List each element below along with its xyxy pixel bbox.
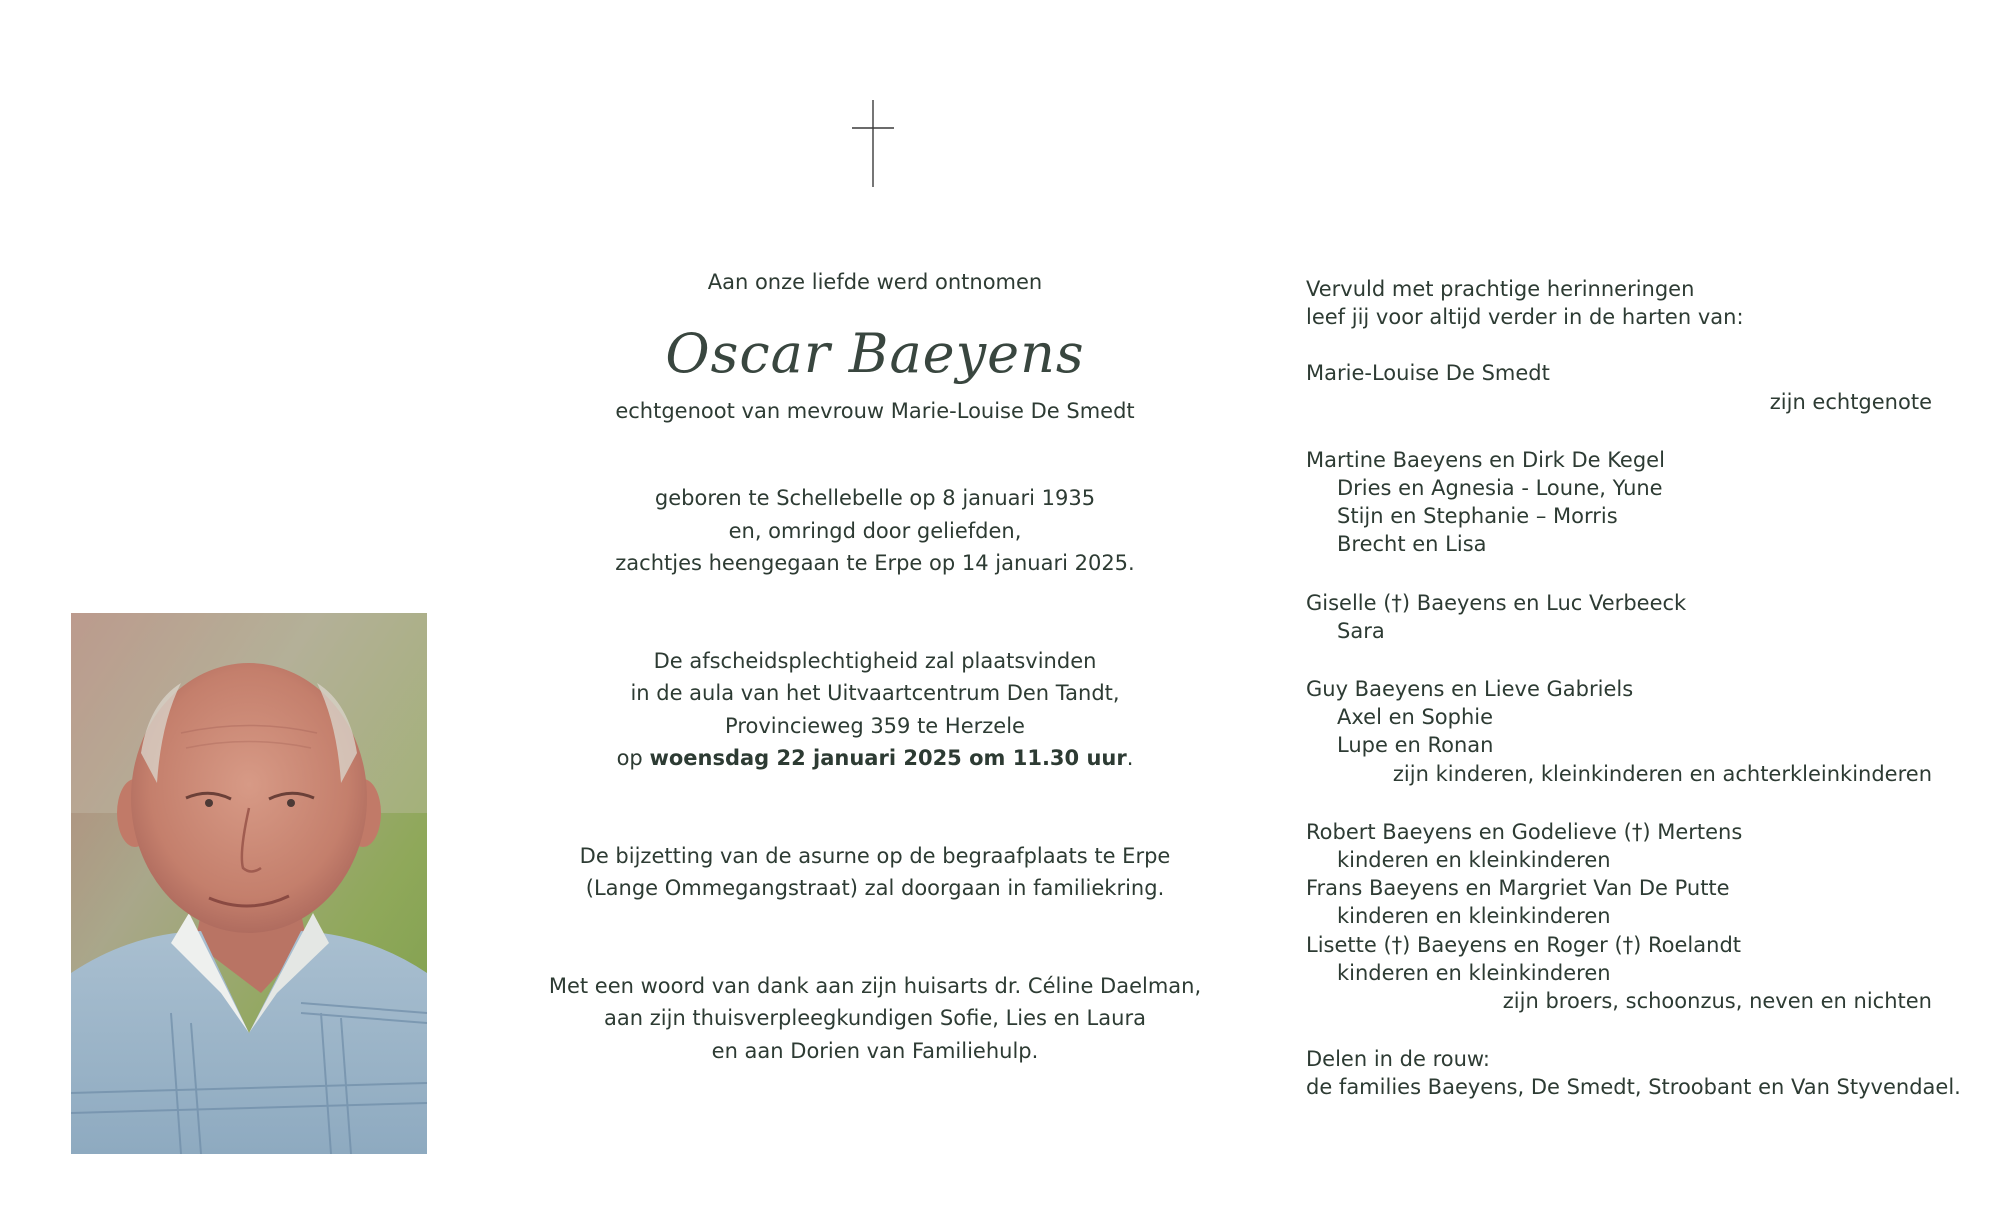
family-column [1306, 275, 1961, 1102]
thanks-block [540, 970, 1210, 1068]
mourning-label: Delen in de rouw: [1306, 1047, 1491, 1072]
spouse-line: echtgenoot van mevrouw Marie-Louise De Smedt [615, 398, 1135, 423]
ceremony-address: Provincieweg 359 te Herzele [725, 713, 1025, 738]
ceremony-date-bold: woensdag 22 januari 2025 om 11.30 uur [649, 746, 1127, 770]
ceremony-block [540, 645, 1210, 775]
portrait-photo [71, 613, 427, 1154]
siblings-relation: zijn broers, schoonzus, neven en nichten [1502, 989, 1932, 1014]
burial-line-2: (Lange Ommegangstraat) zal doorgaan in familiekring. [585, 876, 1165, 900]
ceremony-date [540, 742, 1210, 775]
ceremony-location: in de aula van het Uitvaartcentrum Den Tandt, [630, 681, 1120, 705]
intro-text: Aan onze liefde werd ontnomen [707, 270, 1043, 294]
grandchild-line: Sara [1337, 618, 1385, 643]
announcement-column [540, 266, 1210, 1067]
birth-death-block [540, 482, 1210, 580]
sibling-family-1: Robert Baeyens en Godelieve (†) Mertens [1306, 819, 1743, 844]
burial-line-1: De bijzetting van de asurne op de begraafplaats te Erpe [579, 843, 1171, 868]
birth-line: geboren te Schellebelle op 8 januari 1935 [654, 486, 1096, 510]
grandchild-line: Dries en Agnesia - Loune, Yune [1337, 476, 1663, 501]
child-family-3: Guy Baeyens en Lieve Gabriels [1306, 677, 1634, 702]
grandchild-line: Axel en Sophie [1337, 705, 1494, 730]
child-family-1: Martine Baeyens en Dirk De Kegel [1306, 447, 1665, 472]
thanks-line-3: en aan Dorien van Familiehulp. [711, 1038, 1039, 1063]
child-family-2: Giselle (†) Baeyens en Luc Verbeeck [1306, 590, 1687, 615]
cross-icon [852, 100, 894, 187]
sibling-family-2: Frans Baeyens en Margriet Van De Putte [1306, 876, 1730, 901]
children-relation: zijn kinderen, kleinkinderen en achterkleinkinderen [1392, 761, 1932, 786]
memories-line-2: leef jij voor altijd verder in de harten van: [1306, 305, 1744, 330]
ceremony-line: De afscheidsplechtigheid zal plaatsvinden [653, 648, 1097, 673]
sibling-descendants: kinderen en kleinkinderen [1337, 904, 1611, 929]
thanks-line-1: Met een woord van dank aan zijn huisarts dr. Céline Daelman, [548, 973, 1202, 998]
death-line: zachtjes heengegaan te Erpe op 14 januari 2025. [615, 551, 1135, 575]
memories-line-1: Vervuld met prachtige herinneringen [1306, 277, 1695, 301]
grandchild-line: Lupe en Ronan [1337, 733, 1494, 758]
burial-block [540, 840, 1210, 905]
deceased-name: Oscar Baeyens [665, 321, 1085, 385]
ceremony-date-prefix: op [616, 746, 650, 770]
sibling-descendants: kinderen en kleinkinderen [1337, 848, 1611, 873]
spouse-name: Marie-Louise De Smedt [1306, 361, 1550, 386]
thanks-line-2: aan zijn thuisverpleegkundigen Sofie, Lies en Laura [604, 1006, 1146, 1030]
grandchild-line: Brecht en Lisa [1337, 532, 1487, 557]
grandchild-line: Stijn en Stephanie – Morris [1337, 504, 1618, 529]
mourning-families: de families Baeyens, De Smedt, Stroobant en Van Styvendael. [1306, 1075, 1961, 1100]
ceremony-date-suffix: . [1126, 746, 1134, 770]
sibling-family-3: Lisette (†) Baeyens en Roger (†) Roelandt [1306, 932, 1742, 957]
sibling-descendants: kinderen en kleinkinderen [1337, 960, 1611, 985]
spouse-relation: zijn echtgenote [1769, 389, 1932, 414]
surrounded-line: en, omringd door geliefden, [728, 518, 1022, 543]
